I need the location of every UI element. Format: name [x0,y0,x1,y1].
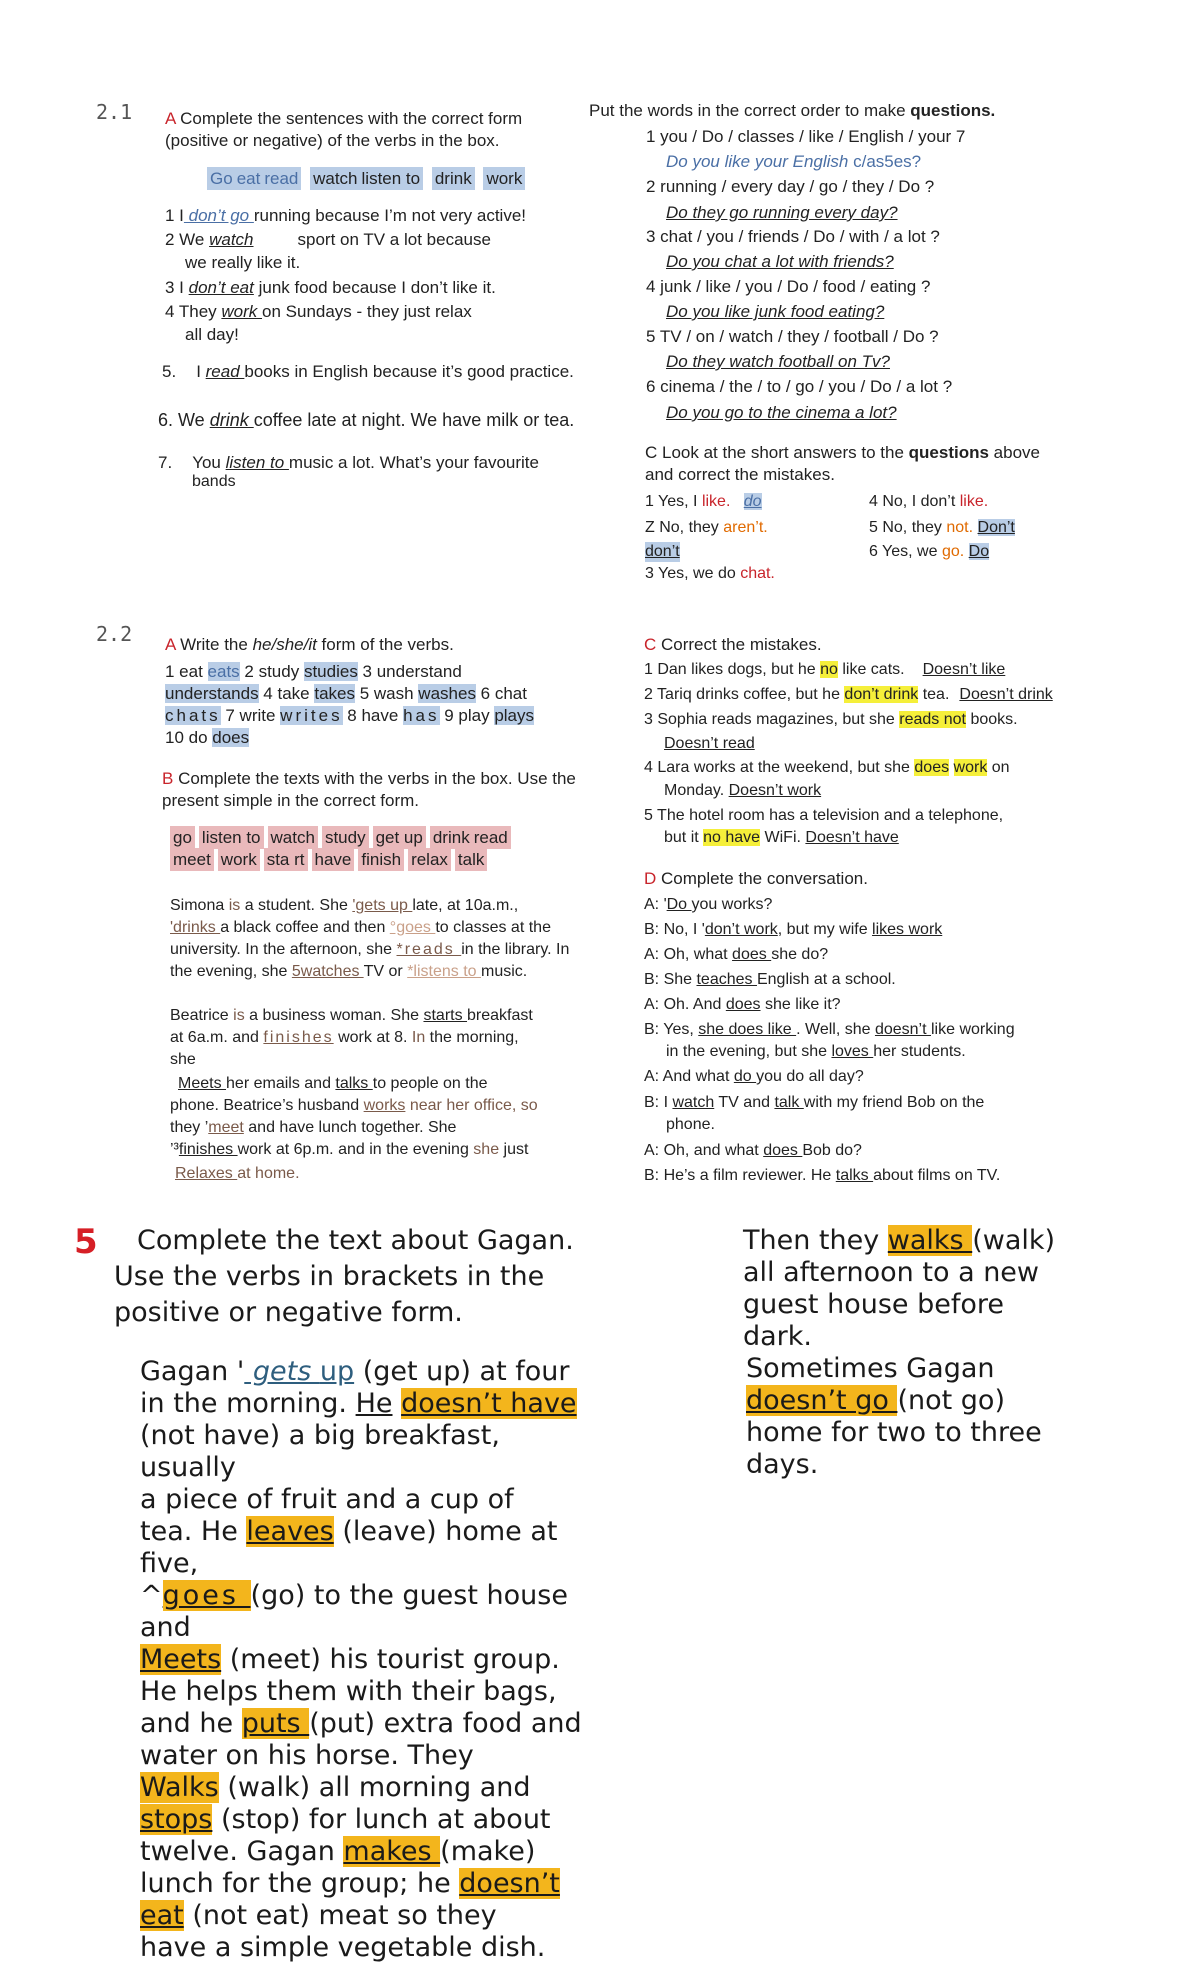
exercise-2-2-b-instructions-2: present simple in the correct form. [162,791,419,810]
short-answer-2-correction: don’t [645,543,680,560]
section-number-2-1: 2.1 [96,100,133,124]
exercise-c-instructions: C Look at the short answers to the questions above [645,443,1040,462]
exercise-a-instructions: A Complete the sentences with the correct form [165,109,523,128]
section-number-2-2: 2.2 [96,622,133,646]
word-box-a: Go eat read watch listen to drink work [207,168,529,189]
gagan-line-2: in the morning. He doesn’t have [140,1388,577,1419]
conv-line-11: A: Oh, and what does Bob do? [644,1142,862,1159]
question-3: 3 chat / you / friends / Do / with / a lot ? [646,227,940,246]
simona-line-1: Simona is a student. She 'gets up late, at 10a.m., [170,897,519,914]
simona-line-4: the evening, she 5watches TV or *listens to music. [170,963,528,980]
gagan-right-line-3: guest house before [743,1289,1004,1320]
beatrice-line-1: Beatrice is a business woman. She starts breakfast [170,1007,533,1024]
question-5: 5 TV / on / watch / they / football / Do ? [646,327,939,346]
question-4: 4 junk / like / you / Do / food / eating ? [646,277,931,296]
gagan-line-5: a piece of fruit and a cup of [140,1484,514,1515]
gagan-right-line-6: doesn’t go (not go) [746,1385,1005,1416]
sentence-2: 2 We watch sport on TV a lot because [165,230,491,249]
question-2: 2 running / every day / go / they / Do ? [646,177,935,196]
correct-line-4: 4 Lara works at the weekend, but she does work on [644,759,1010,776]
beatrice-line-3: she [170,1051,196,1068]
gagan-line-6: tea. He leaves (leave) home at [140,1516,558,1547]
beatrice-line-6: they ’meet and have lunch together. She [170,1119,457,1136]
exercise-5-instructions-3: positive or negative form. [114,1297,463,1328]
correct-line-4-answer: Monday. Doesn’t work [664,782,822,799]
gagan-line-15: stops (stop) for lunch at about [140,1804,551,1835]
verb-row-4: 10 do does [165,728,250,747]
conv-line-8: A: And what do you do all day? [644,1068,864,1085]
correct-line-3: 3 Sophia reads magazines, but she reads not books. [644,711,1018,728]
exercise-5-instructions-1: Complete the text about Gagan. [137,1225,574,1256]
beatrice-line-8: Relaxes at home. [175,1165,300,1182]
exercise-c-instructions-2: and correct the mistakes. [645,465,835,484]
sentence-1: 1 I don’t go running because I’m not very active! [165,206,527,225]
conv-line-5: A: Oh. And does she like it? [644,996,841,1013]
gagan-line-8: ^goes (go) to the guest house [140,1580,568,1611]
verb-row-3: chats 7 write writes 8 have has 9 play plays [165,706,534,725]
gagan-line-9: and [140,1612,191,1643]
answer-6: Do you go to the cinema a lot? [666,403,897,422]
beatrice-line-4: Meets her emails and talks to people on the [178,1075,488,1092]
conv-line-1: A: 'Do you works? [644,896,773,913]
gagan-right-line-4: dark. [743,1321,813,1352]
exercise-2-2-c-instructions: C Correct the mistakes. [644,635,822,654]
word-box-b-row-2: meet work sta rt have finish relax talk [170,849,491,870]
correct-line-2: 2 Tariq drinks coffee, but he don’t drink tea. Doesn’t drink [644,686,1053,703]
short-answer-4: 4 No, I don’t like. [869,493,989,510]
conv-line-2: B: No, I 'don’t work, but my wife likes work [644,921,943,938]
simona-line-3: university. In the afternoon, she *reads in the library. In [170,941,570,958]
conv-line-12: B: He’s a film reviewer. He talks about films on TV. [644,1167,1001,1184]
verb-row-2: understands 4 take takes 5 wash washes 6 chat [165,684,527,703]
conv-line-9: B: I watch TV and talk with my friend Bob on the [644,1094,985,1111]
gagan-line-7: five, [140,1548,199,1579]
sentence-3: 3 I don’t eat junk food because I don’t like it. [165,278,496,297]
sentence-2-cont: we really like it. [185,253,301,272]
gagan-line-13: water on his horse. They [140,1740,474,1771]
exercise-2-2-a-instructions: A Write the he/she/it form of the verbs. [165,635,454,654]
sentence-4-cont: all day! [185,325,239,344]
gagan-line-19: have a simple vegetable dish. [140,1932,546,1963]
sentence-6: 6. We drink coffee late at night. We have milk or tea. [158,410,575,430]
exercise-2-2-b-instructions: B Complete the texts with the verbs in the box. Use the [162,769,576,788]
answer-4: Do you like junk food eating? [666,302,885,321]
exercise-a-instructions-2: (positive or negative) of the verbs in the box. [165,131,500,150]
gagan-line-12: and he puts (put) extra food and [140,1708,582,1739]
gagan-line-16: twelve. Gagan makes (make) [140,1836,536,1867]
gagan-line-18: eat (not eat) meat so they [140,1900,497,1931]
conv-line-6: B: Yes, she does like . Well, she doesn’t like working [644,1021,1015,1038]
gagan-right-line-8: days. [746,1449,819,1480]
gagan-line-10: Meets (meet) his tourist group. [140,1644,560,1675]
sentence-7: 7. You listen to music a lot. What’s your favourite [158,453,539,472]
simona-line-2: 'drinks a black coffee and then °goes to classes at the [170,919,551,936]
conv-line-4: B: She teaches English at a school. [644,971,896,988]
correct-line-1: 1 Dan likes dogs, but he no like cats. Doesn’t like [644,661,1006,678]
correct-line-5-answer: but it no have WiFi. Doesn’t have [664,829,899,846]
gagan-right-line-1: Then they walks (walk) [743,1225,1056,1256]
gagan-line-1: Gagan ' gets up (get up) at four [140,1356,570,1387]
beatrice-line-7: ’³finishes work at 6p.m. and in the evening she just [170,1141,529,1158]
gagan-line-3: (not have) a big breakfast, [140,1420,500,1451]
conv-line-7: in the evening, but she loves her students. [666,1043,966,1060]
correct-line-3-answer: Doesn’t read [664,735,755,752]
gagan-right-line-2: all afternoon to a new [743,1257,1039,1288]
correct-line-5: 5 The hotel room has a television and a telephone, [644,807,1004,824]
exercise-b-instructions: Put the words in the correct order to make questions. [589,101,996,120]
gagan-line-17: lunch for the group; he doesn’t [140,1868,560,1899]
exercise-2-2-d-instructions: D Complete the conversation. [644,869,868,888]
short-answer-5: 5 No, they not. Don’t [869,519,1015,536]
answer-5: Do they watch football on Tv? [666,352,890,371]
gagan-right-line-7: home for two to three [746,1417,1042,1448]
sentence-7-cont: bands [192,473,236,490]
verb-row-1: 1 eat eats 2 study studies 3 understand [165,662,462,681]
exercise-5-instructions-2: Use the verbs in brackets in the [114,1261,545,1292]
sentence-4: 4 They work on Sundays - they just relax [165,302,472,321]
word-box-b-row-1: go listen to watch study get up drink read [170,827,515,848]
sentence-5: 5. I read books in English because it’s good practice. [162,362,574,381]
question-1: 1 you / Do / classes / like / English / your 7 [646,127,966,146]
short-answer-2: Z No, they aren’t. [645,519,768,536]
gagan-line-4: usually [140,1452,236,1483]
gagan-right-line-5: Sometimes Gagan [746,1353,995,1384]
question-6: 6 cinema / the / to / go / you / Do / a lot ? [646,377,953,396]
beatrice-line-2: at 6a.m. and finishes work at 8. In the morning, [170,1029,519,1046]
short-answer-3: 3 Yes, we do chat. [645,565,775,582]
gagan-line-11: He helps them with their bags, [140,1676,557,1707]
answer-2: Do they go running every day? [666,203,898,222]
conv-line-3: A: Oh, what does she do? [644,946,829,963]
answer-3: Do you chat a lot with friends? [666,252,894,271]
beatrice-line-5: phone. Beatrice’s husband works near her office, so [170,1097,538,1114]
gagan-line-14: Walks (walk) all morning and [140,1772,531,1803]
short-answer-1: 1 Yes, I like. do [645,493,762,510]
short-answer-6: 6 Yes, we go. Do [869,543,990,560]
conv-line-10: phone. [666,1116,715,1133]
answer-1: Do you like your English c/as5es? [666,152,922,171]
exercise-number-5: 5 [74,1222,98,1262]
